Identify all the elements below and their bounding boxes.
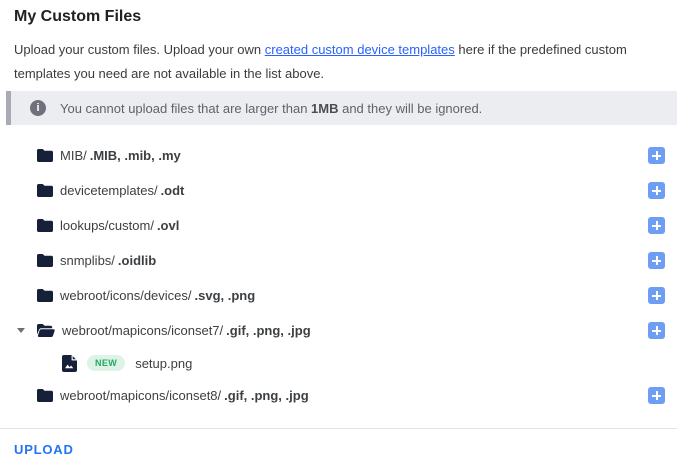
description-text	[14, 38, 663, 86]
tree-row-folder[interactable]	[0, 173, 677, 208]
upload-button[interactable]: UPLOAD	[14, 442, 74, 457]
folder-icon	[37, 389, 53, 402]
file-name: setup.png	[135, 355, 193, 371]
chevron-slot	[17, 223, 37, 228]
folder-extensions: .gif, .png, .jpg	[224, 388, 309, 403]
folder-icon	[37, 289, 53, 302]
folder-name: devicetemplates/	[60, 183, 158, 198]
tree-row-folder[interactable]	[0, 278, 677, 313]
chevron-slot	[17, 188, 37, 193]
folder-extensions: .oidlib	[117, 253, 157, 268]
file-tree	[0, 138, 677, 413]
tree-row-folder[interactable]	[0, 243, 677, 278]
plus-icon	[648, 182, 665, 199]
chevron-slot	[17, 153, 37, 158]
plus-icon	[648, 322, 665, 339]
tree-row-folder[interactable]	[0, 313, 677, 348]
folder-open-icon	[37, 324, 55, 337]
folder-extensions: .gif, .png, .jpg	[226, 323, 311, 338]
folder-name: snmplibs/	[60, 253, 115, 268]
chevron-slot	[17, 328, 37, 333]
folder-extensions: .svg, .png	[194, 288, 256, 303]
info-banner	[6, 91, 677, 125]
chevron-slot	[17, 258, 37, 263]
size-limit-value: 1MB	[311, 100, 339, 116]
folder-name: webroot/icons/devices/	[60, 288, 192, 303]
tree-row-file[interactable]	[0, 348, 677, 378]
created-templates-link[interactable]: created custom device templates	[264, 42, 455, 57]
add-file-button[interactable]	[648, 147, 665, 164]
chevron-down-icon[interactable]	[17, 328, 25, 333]
page-title: My Custom Files	[14, 8, 142, 25]
tree-row-folder[interactable]	[0, 378, 677, 413]
folder-name: MIB/	[60, 148, 87, 163]
chevron-slot	[17, 293, 37, 298]
plus-icon	[648, 252, 665, 269]
add-file-button[interactable]	[648, 387, 665, 404]
add-file-button[interactable]	[648, 322, 665, 339]
plus-icon	[648, 287, 665, 304]
folder-extensions: .ovl	[156, 218, 180, 233]
plus-icon	[648, 217, 665, 234]
tree-row-folder[interactable]	[0, 208, 677, 243]
folder-icon	[37, 149, 53, 162]
info-banner-text: You cannot upload files that are larger than 1MB and they will be ignored.	[60, 100, 483, 116]
folder-name: lookups/custom/	[60, 218, 154, 233]
chevron-slot	[17, 393, 37, 398]
divider	[0, 428, 677, 429]
info-icon: i	[30, 100, 46, 116]
plus-icon	[648, 147, 665, 164]
folder-icon	[37, 184, 53, 197]
tree-row-folder[interactable]	[0, 138, 677, 173]
new-badge: NEW	[87, 355, 125, 371]
add-file-button[interactable]	[648, 252, 665, 269]
folder-extensions: .MIB, .mib, .my	[89, 148, 181, 163]
folder-name: webroot/mapicons/iconset7/	[62, 323, 224, 338]
description-after-link: here if the predefined custom templates you need are not available in the list above.	[14, 42, 627, 81]
image-file-icon	[62, 355, 77, 372]
folder-extensions: .odt	[160, 183, 185, 198]
add-file-button[interactable]	[648, 217, 665, 234]
folder-icon	[37, 254, 53, 267]
folder-icon	[37, 219, 53, 232]
my-custom-files-panel	[0, 8, 677, 459]
description-before-link: Upload your custom files. Upload your own	[14, 42, 265, 57]
folder-name: webroot/mapicons/iconset8/	[60, 388, 222, 403]
add-file-button[interactable]	[648, 287, 665, 304]
plus-icon	[648, 387, 665, 404]
add-file-button[interactable]	[648, 182, 665, 199]
